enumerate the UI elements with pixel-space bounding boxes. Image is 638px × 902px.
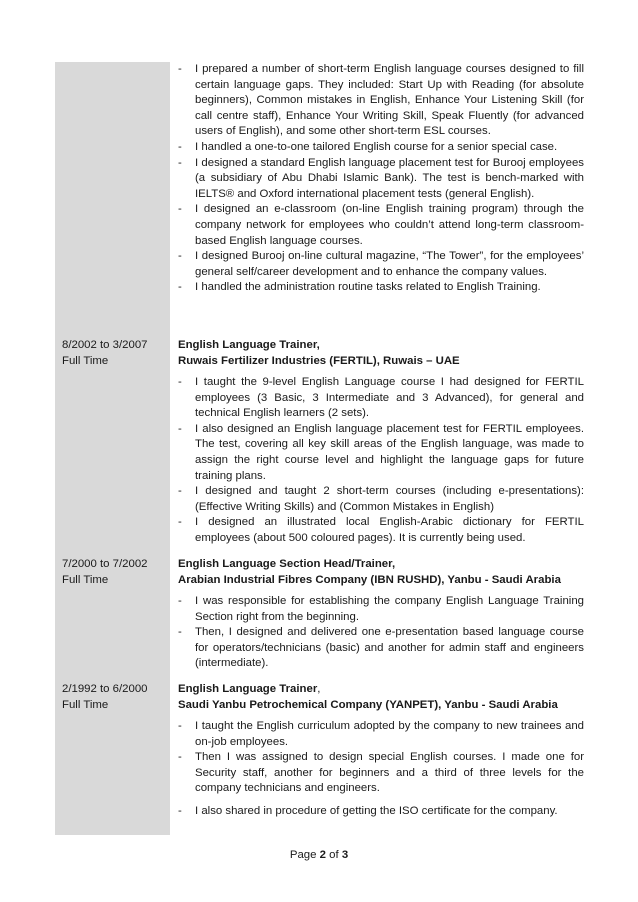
date-range: 7/2000 to 7/2002 (62, 558, 148, 570)
job-heading-fertil (178, 337, 598, 369)
page-mid: of (325, 849, 342, 861)
employment-type: Full Time (62, 574, 109, 586)
bullet-list-ibn-rushd (174, 594, 584, 672)
current-page: 2 (319, 849, 326, 861)
job-title: English Language Section Head/Trainer, (178, 558, 396, 570)
company-name: Ruwais Fertilizer Industries (FERTIL), Ruwais – UAE (178, 355, 460, 367)
list-item: - I designed an e-classroom (on-line English training program) through the company network for employees who couldn’t attend long-term classroom-based English language courses. (174, 202, 584, 249)
list-item: - I was responsible for establishing the company English Language Training Section right from the beginning. (174, 594, 584, 625)
list-item: - I handled a one-to-one tailored English course for a senior special case. (174, 140, 584, 156)
employment-type: Full Time (62, 699, 109, 711)
bullet-list-yanpet (174, 719, 584, 820)
list-item: - I designed an illustrated local English-Arabic dictionary for FERTIL employees (about 500 coloured pages). It is currently being used. (174, 515, 584, 546)
date-range: 8/2002 to 3/2007 (62, 339, 148, 351)
list-item: - I prepared a number of short-term English language courses designed to fill certain language gaps. They included: Start Up with Reading (for absolute beginners), Common mistakes in English, Enhance Your Listening Skill (for call centre staff), Enhance Your Writing Skill, Speak Fluently (for advanced users of English), and some other short-term ESL courses. (174, 62, 584, 140)
page-prefix: Page (289, 849, 320, 861)
employment-type: Full Time (62, 355, 109, 367)
list-item: - I also designed an English language placement test for FERTIL employees. The test, covering all key skill areas of the English language, was made to assign the right course level and highlight the language gaps for future training plans. (174, 422, 584, 484)
job-dates-fertil (62, 337, 168, 369)
job-dates-ibn-rushd (62, 556, 168, 588)
list-item: - I designed a standard English language placement test for Burooj employees (a subsidiary of Abu Dhabi Islamic Bank). The test is bench-marked with IELTS® and Oxford international placement tests (general English). (174, 156, 584, 203)
job-heading-yanpet (178, 681, 598, 713)
job-title-comma: , (317, 683, 321, 695)
list-item: - I taught the 9-level English Language course I had designed for FERTIL employees (3 Basic, 3 Intermediate and 3 Advanced), for general and technical English learners (2 sets). (174, 375, 584, 422)
bullet-list-burooj (174, 62, 584, 296)
job-title-line (178, 681, 598, 697)
date-range: 2/1992 to 6/2000 (62, 683, 148, 695)
list-item: - I taught the English curriculum adopted by the company to new trainees and on-job employees. (174, 719, 584, 750)
company-name: Saudi Yanbu Petrochemical Company (YANPET), Yanbu - Saudi Arabia (178, 699, 558, 711)
list-item: - Then I was assigned to design special English courses. I made one for Security staff, another for beginners and a third of three levels for the company technicians and engineers. (174, 750, 584, 797)
list-item: - I handled the administration routine tasks related to English Training. (174, 280, 584, 296)
list-item: - Then, I designed and delivered one e-presentation based language course for operators/technicians (basic) and another for admin staff and engineers (intermediate). (174, 625, 584, 672)
bullet-list-fertil (174, 375, 584, 547)
list-item: - I designed and taught 2 short-term courses (including e-presentations): (Effective Writing Skills) and (Common Mistakes in English) (174, 484, 584, 515)
job-dates-yanpet (62, 681, 168, 713)
page-number-footer (0, 849, 638, 861)
company-name: Arabian Industrial Fibres Company (IBN RUSHD), Yanbu - Saudi Arabia (178, 574, 561, 586)
job-heading-ibn-rushd (178, 556, 598, 588)
job-title: English Language Trainer (178, 683, 318, 695)
job-title: English Language Trainer, (178, 339, 320, 351)
list-item: - I also shared in procedure of getting the ISO certificate for the company. (174, 804, 584, 820)
list-item: - I designed Burooj on-line cultural magazine, “The Tower”, for the employees’ general self/career development and to enhance the company values. (174, 249, 584, 280)
total-pages: 3 (341, 849, 349, 861)
